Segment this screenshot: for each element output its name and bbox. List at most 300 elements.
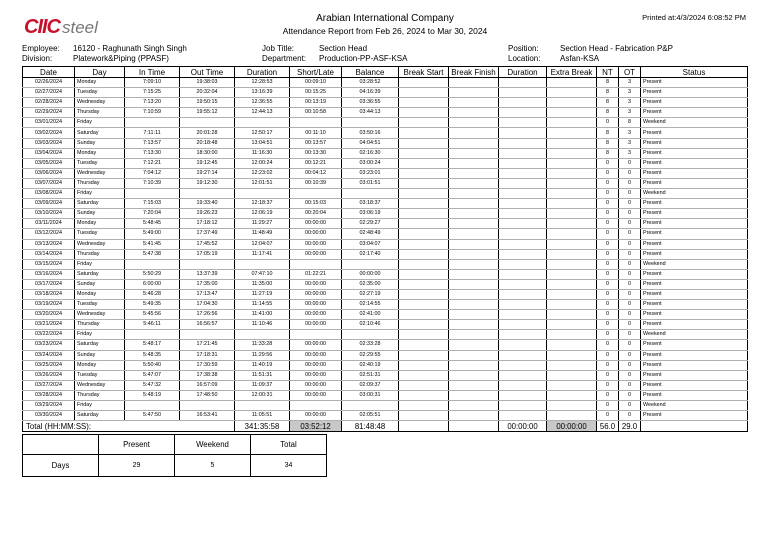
logo-sub-text: steel (62, 18, 98, 37)
cell-balance: 02:29:55 (342, 350, 399, 360)
cell-break-finish (449, 209, 499, 219)
cell-short-late: 00:09:10 (290, 78, 342, 88)
cell-balance (342, 401, 399, 411)
cell-status: Present (641, 98, 748, 108)
cell-nt: 0 (597, 219, 619, 229)
cell-extra-break (547, 279, 597, 289)
cell-balance (342, 330, 399, 340)
cell-day: Thursday (75, 390, 125, 400)
cell-in-time: 5:49:35 (125, 300, 180, 310)
cell-short-late: 00:13:30 (290, 148, 342, 158)
table-row (23, 229, 748, 239)
cell-out-time: 19:33:40 (180, 199, 235, 209)
cell-day: Monday (75, 360, 125, 370)
cell-balance: 03:01:51 (342, 178, 399, 188)
cell-extra-break (547, 229, 597, 239)
cell-duration: 13:04:51 (235, 138, 290, 148)
cell-break-start (399, 229, 449, 239)
col-header-date: Date (23, 67, 75, 78)
cell-ot: 3 (619, 98, 641, 108)
cell-break-start (399, 108, 449, 118)
cell-break-start (399, 269, 449, 279)
cell-out-time (180, 259, 235, 269)
cell-balance: 02:33:28 (342, 340, 399, 350)
cell-ot: 0 (619, 411, 641, 421)
cell-short-late: 00:10:39 (290, 178, 342, 188)
cell-break-start (399, 88, 449, 98)
job-title-info (262, 44, 368, 54)
cell-break-start (399, 178, 449, 188)
table-row (23, 148, 748, 158)
cell-break-duration (499, 88, 547, 98)
cell-status: Present (641, 350, 748, 360)
report-title: Attendance Report from Feb 26, 2024 to Mar 30, 2024 (282, 26, 488, 36)
job-title-label: Job Title: (262, 44, 295, 53)
department-label: Department: (262, 54, 307, 63)
cell-day: Saturday (75, 340, 125, 350)
cell-ot: 0 (619, 269, 641, 279)
cell-date: 03/29/2024 (23, 401, 75, 411)
cell-short-late: 00:20:04 (290, 209, 342, 219)
cell-out-time: 18:30:00 (180, 148, 235, 158)
cell-duration: 12:01:51 (235, 178, 290, 188)
cell-duration: 11:40:19 (235, 360, 290, 370)
cell-out-time: 19:50:15 (180, 98, 235, 108)
cell-in-time: 5:46:11 (125, 320, 180, 330)
cell-break-duration (499, 98, 547, 108)
employee-label: Employee: (22, 44, 60, 53)
cell-duration: 12:23:02 (235, 168, 290, 178)
cell-nt: 8 (597, 78, 619, 88)
cell-nt: 0 (597, 249, 619, 259)
cell-status: Present (641, 249, 748, 259)
cell-duration: 12:36:55 (235, 98, 290, 108)
cell-short-late: 00:00:00 (290, 350, 342, 360)
cell-duration: 11:35:00 (235, 279, 290, 289)
cell-extra-break (547, 148, 597, 158)
table-row (23, 289, 748, 299)
cell-date: 03/13/2024 (23, 239, 75, 249)
division-label: Division: (22, 54, 53, 63)
table-row (23, 168, 748, 178)
cell-out-time: 17:18:31 (180, 350, 235, 360)
cell-break-duration (499, 390, 547, 400)
cell-status: Present (641, 148, 748, 158)
cell-short-late: 00:15:03 (290, 199, 342, 209)
cell-date: 03/25/2024 (23, 360, 75, 370)
cell-out-time (180, 189, 235, 199)
cell-in-time (125, 259, 180, 269)
cell-short-late: 00:00:00 (290, 411, 342, 421)
cell-break-start (399, 350, 449, 360)
attendance-table (22, 66, 748, 432)
cell-balance: 03:04:07 (342, 239, 399, 249)
cell-out-time: 17:04:30 (180, 300, 235, 310)
cell-short-late: 00:13:19 (290, 98, 342, 108)
cell-balance: 03:50:16 (342, 128, 399, 138)
cell-status: Present (641, 209, 748, 219)
cell-nt: 8 (597, 148, 619, 158)
cell-break-duration (499, 148, 547, 158)
cell-extra-break (547, 249, 597, 259)
cell-status: Present (641, 310, 748, 320)
cell-break-start (399, 118, 449, 128)
totals-label: Total (HH:MM:SS): (23, 421, 235, 432)
cell-duration: 11:29:27 (235, 219, 290, 229)
cell-break-finish (449, 219, 499, 229)
summary-corner (23, 435, 99, 455)
division-value: Platework&Piping (PPASF) (73, 54, 169, 63)
cell-duration (235, 330, 290, 340)
cell-break-finish (449, 229, 499, 239)
cell-duration: 12:00:31 (235, 390, 290, 400)
cell-short-late: 00:00:00 (290, 360, 342, 370)
cell-out-time: 16:53:41 (180, 411, 235, 421)
cell-short-late: 00:12:21 (290, 158, 342, 168)
cell-break-duration (499, 259, 547, 269)
cell-short-late (290, 118, 342, 128)
cell-nt: 8 (597, 88, 619, 98)
cell-nt: 0 (597, 178, 619, 188)
cell-out-time: 19:26:23 (180, 209, 235, 219)
cell-status: Present (641, 269, 748, 279)
cell-out-time: 16:57:09 (180, 380, 235, 390)
cell-status: Present (641, 168, 748, 178)
cell-short-late: 00:13:57 (290, 138, 342, 148)
attendance-header-row (23, 67, 748, 78)
cell-break-finish (449, 380, 499, 390)
cell-short-late: 00:04:12 (290, 168, 342, 178)
cell-ot: 0 (619, 401, 641, 411)
cell-status: Weekend (641, 330, 748, 340)
location-info (508, 54, 600, 64)
cell-nt: 0 (597, 340, 619, 350)
cell-break-start (399, 148, 449, 158)
cell-balance: 02:05:51 (342, 411, 399, 421)
cell-balance: 02:17:40 (342, 249, 399, 259)
cell-date: 03/04/2024 (23, 148, 75, 158)
cell-ot: 0 (619, 340, 641, 350)
cell-duration: 11:27:19 (235, 289, 290, 299)
cell-short-late: 00:00:00 (290, 320, 342, 330)
table-row (23, 350, 748, 360)
cell-in-time: 7:20:04 (125, 209, 180, 219)
cell-in-time: 7:15:03 (125, 199, 180, 209)
cell-day: Wednesday (75, 310, 125, 320)
cell-day: Saturday (75, 269, 125, 279)
cell-date: 03/22/2024 (23, 330, 75, 340)
cell-short-late: 00:10:58 (290, 108, 342, 118)
cell-break-finish (449, 310, 499, 320)
cell-duration: 11:14:55 (235, 300, 290, 310)
cell-status: Present (641, 108, 748, 118)
cell-in-time: 5:48:45 (125, 219, 180, 229)
cell-ot: 0 (619, 320, 641, 330)
cell-ot: 0 (619, 259, 641, 269)
cell-nt: 0 (597, 370, 619, 380)
cell-break-finish (449, 168, 499, 178)
cell-ot: 3 (619, 138, 641, 148)
total-break-start (399, 421, 449, 432)
cell-in-time: 6:00:00 (125, 279, 180, 289)
cell-nt: 0 (597, 350, 619, 360)
table-row (23, 249, 748, 259)
total-break-duration: 00:00:00 (499, 421, 547, 432)
cell-extra-break (547, 370, 597, 380)
cell-break-start (399, 380, 449, 390)
cell-break-duration (499, 360, 547, 370)
cell-day: Sunday (75, 279, 125, 289)
cell-balance: 04:16:39 (342, 88, 399, 98)
logo-main-text: CIIC (24, 16, 60, 38)
table-row (23, 108, 748, 118)
cell-break-start (399, 289, 449, 299)
cell-short-late: 00:00:00 (290, 300, 342, 310)
cell-date: 03/11/2024 (23, 219, 75, 229)
cell-break-finish (449, 340, 499, 350)
position-info (508, 44, 673, 54)
cell-extra-break (547, 390, 597, 400)
cell-break-duration (499, 189, 547, 199)
table-row (23, 279, 748, 289)
cell-balance: 03:28:52 (342, 78, 399, 88)
cell-break-finish (449, 78, 499, 88)
cell-date: 03/05/2024 (23, 158, 75, 168)
employee-value: 16120 - Raghunath Singh Singh (73, 44, 187, 53)
cell-balance: 02:14:55 (342, 300, 399, 310)
cell-ot: 0 (619, 178, 641, 188)
cell-ot: 0 (619, 360, 641, 370)
cell-break-duration (499, 411, 547, 421)
cell-balance: 02:35:00 (342, 279, 399, 289)
cell-break-finish (449, 390, 499, 400)
cell-day: Monday (75, 289, 125, 299)
company-logo (24, 16, 98, 38)
cell-nt: 8 (597, 138, 619, 148)
cell-ot: 8 (619, 118, 641, 128)
cell-date: 03/07/2024 (23, 178, 75, 188)
cell-ot: 3 (619, 88, 641, 98)
col-header-ot: OT (619, 67, 641, 78)
cell-duration: 12:18:37 (235, 199, 290, 209)
cell-break-duration (499, 168, 547, 178)
cell-balance: 02:41:00 (342, 310, 399, 320)
totals-row (23, 421, 748, 432)
col-header-duration: Duration (235, 67, 290, 78)
cell-break-duration (499, 289, 547, 299)
cell-short-late: 00:11:10 (290, 128, 342, 138)
summary-weekend-value: 5 (175, 455, 251, 477)
cell-duration: 12:04:07 (235, 239, 290, 249)
cell-nt: 0 (597, 411, 619, 421)
cell-break-start (399, 330, 449, 340)
summary-weekend-label: Weekend (175, 435, 251, 455)
cell-break-finish (449, 138, 499, 148)
cell-date: 03/20/2024 (23, 310, 75, 320)
cell-break-finish (449, 401, 499, 411)
summary-days-row (23, 455, 748, 477)
cell-balance: 03:00:24 (342, 158, 399, 168)
cell-balance: 02:10:46 (342, 320, 399, 330)
cell-break-start (399, 209, 449, 219)
cell-nt: 0 (597, 239, 619, 249)
cell-in-time: 5:47:32 (125, 380, 180, 390)
cell-date: 03/28/2024 (23, 390, 75, 400)
cell-balance (342, 189, 399, 199)
cell-nt: 0 (597, 269, 619, 279)
table-row (23, 209, 748, 219)
cell-duration (235, 118, 290, 128)
summary-present-label: Present (99, 435, 175, 455)
cell-break-finish (449, 320, 499, 330)
cell-balance: 04:04:51 (342, 138, 399, 148)
cell-extra-break (547, 269, 597, 279)
cell-out-time: 17:45:52 (180, 239, 235, 249)
cell-date: 03/08/2024 (23, 189, 75, 199)
cell-day: Friday (75, 259, 125, 269)
cell-nt: 0 (597, 401, 619, 411)
cell-break-start (399, 370, 449, 380)
cell-out-time: 17:48:50 (180, 390, 235, 400)
cell-nt: 0 (597, 320, 619, 330)
cell-status: Present (641, 340, 748, 350)
cell-in-time: 5:48:17 (125, 340, 180, 350)
cell-duration: 12:44:13 (235, 108, 290, 118)
cell-nt: 0 (597, 229, 619, 239)
cell-break-duration (499, 128, 547, 138)
cell-out-time: 17:38:38 (180, 370, 235, 380)
cell-break-start (399, 199, 449, 209)
cell-short-late: 00:00:00 (290, 380, 342, 390)
cell-short-late: 00:00:00 (290, 370, 342, 380)
cell-nt: 8 (597, 108, 619, 118)
col-header-day: Day (75, 67, 125, 78)
cell-date: 03/19/2024 (23, 300, 75, 310)
cell-extra-break (547, 88, 597, 98)
cell-extra-break (547, 300, 597, 310)
cell-break-duration (499, 279, 547, 289)
summary-total-label: Total (251, 435, 327, 455)
company-name: Arabian International Company (316, 13, 454, 24)
total-ot: 29.0 (619, 421, 641, 432)
cell-date: 03/21/2024 (23, 320, 75, 330)
table-row (23, 401, 748, 411)
cell-break-start (399, 259, 449, 269)
col-header-extra-break: Extra Break (547, 67, 597, 78)
cell-balance: 02:27:19 (342, 289, 399, 299)
table-row (23, 239, 748, 249)
cell-in-time: 5:45:56 (125, 310, 180, 320)
col-header-break-start: Break Start (399, 67, 449, 78)
cell-in-time (125, 401, 180, 411)
cell-ot: 0 (619, 330, 641, 340)
cell-in-time: 7:09:10 (125, 78, 180, 88)
cell-balance: 03:00:31 (342, 390, 399, 400)
cell-break-start (399, 300, 449, 310)
cell-ot: 3 (619, 148, 641, 158)
cell-nt: 0 (597, 289, 619, 299)
cell-out-time: 17:30:59 (180, 360, 235, 370)
cell-break-finish (449, 269, 499, 279)
cell-ot: 0 (619, 219, 641, 229)
cell-duration (235, 259, 290, 269)
cell-duration: 11:16:30 (235, 148, 290, 158)
cell-extra-break (547, 158, 597, 168)
cell-status: Weekend (641, 118, 748, 128)
cell-break-start (399, 401, 449, 411)
cell-nt: 8 (597, 98, 619, 108)
cell-break-start (399, 279, 449, 289)
table-row (23, 360, 748, 370)
cell-out-time: 19:38:03 (180, 78, 235, 88)
cell-break-finish (449, 239, 499, 249)
cell-day: Friday (75, 401, 125, 411)
cell-break-finish (449, 189, 499, 199)
cell-day: Tuesday (75, 229, 125, 239)
cell-duration: 11:29:56 (235, 350, 290, 360)
cell-break-duration (499, 370, 547, 380)
table-row (23, 138, 748, 148)
cell-duration: 12:28:53 (235, 78, 290, 88)
cell-in-time: 7:13:57 (125, 138, 180, 148)
cell-extra-break (547, 350, 597, 360)
table-row (23, 189, 748, 199)
cell-short-late: 00:00:00 (290, 340, 342, 350)
cell-extra-break (547, 98, 597, 108)
cell-in-time (125, 330, 180, 340)
cell-break-finish (449, 178, 499, 188)
cell-extra-break (547, 78, 597, 88)
position-value: Section Head - Fabrication P&P (560, 44, 673, 53)
total-extra-break: 00:00:00 (547, 421, 597, 432)
printed-timestamp: Printed at:4/3/2024 6:08:52 PM (642, 13, 746, 22)
cell-status: Present (641, 380, 748, 390)
cell-in-time: 5:50:29 (125, 269, 180, 279)
cell-day: Sunday (75, 209, 125, 219)
cell-duration: 13:16:39 (235, 88, 290, 98)
cell-nt: 0 (597, 310, 619, 320)
cell-in-time: 5:46:28 (125, 289, 180, 299)
table-row (23, 370, 748, 380)
cell-balance: 03:06:19 (342, 209, 399, 219)
location-value: Asfan-KSA (560, 54, 600, 63)
cell-extra-break (547, 128, 597, 138)
cell-in-time: 5:48:19 (125, 390, 180, 400)
cell-status: Present (641, 219, 748, 229)
cell-out-time: 17:37:49 (180, 229, 235, 239)
cell-status: Present (641, 158, 748, 168)
cell-break-finish (449, 360, 499, 370)
cell-out-time: 17:05:19 (180, 249, 235, 259)
cell-break-duration (499, 209, 547, 219)
summary-present-value: 29 (99, 455, 175, 477)
cell-short-late (290, 189, 342, 199)
cell-nt: 0 (597, 390, 619, 400)
cell-break-finish (449, 330, 499, 340)
summary-header-row (23, 435, 748, 455)
cell-status: Present (641, 320, 748, 330)
cell-ot: 0 (619, 380, 641, 390)
cell-break-duration (499, 350, 547, 360)
cell-extra-break (547, 108, 597, 118)
cell-break-start (399, 98, 449, 108)
cell-duration: 12:06:19 (235, 209, 290, 219)
position-label: Position: (508, 44, 539, 53)
cell-status: Present (641, 199, 748, 209)
cell-nt: 0 (597, 199, 619, 209)
total-short-late: 03:52:12 (290, 421, 342, 432)
cell-out-time: 20:32:04 (180, 88, 235, 98)
